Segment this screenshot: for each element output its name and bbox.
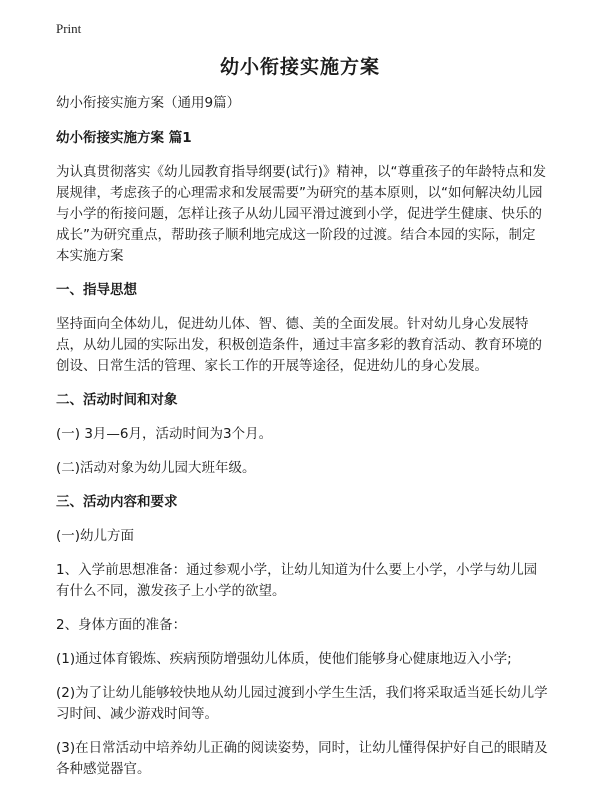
paragraph-children-aspect: (一)幼儿方面 [56,528,135,544]
paragraph-time: (一) 3月—6月，活动时间为3个月。 [56,426,273,442]
paragraph-physical-preparation: 2、身体方面的准备： [56,617,187,633]
heading-content-requirements: 三、活动内容和要求 [56,494,178,510]
paragraph-physical-item-2: (2)为了让幼儿能够较快地从幼儿园过渡到小学生生活，我们将采取适当延长幼儿学习时间、减少游戏时间等。 [56,685,548,722]
intro-paragraph: 为认真贯彻落实《幼儿园教育指导纲要(试行)》精神，以“尊重孩子的年龄特点和发展规律，考虑孩子的心理需求和发展需要”为研究的基本原则，以“如何解决幼儿园与小学的衔接问题，怎样让孩子从幼儿园平滑过渡到小学，促进学生健康、快乐的成长”为研究重点，帮助孩子顺利地完成这一阶段的过渡。结合本园的实际，制定本实施方案 [56,164,547,264]
page-title: 幼小衔接实施方案 [219,56,380,78]
paragraph-physical-item-3: (3)在日常活动中培养幼儿正确的阅读姿势，同时，让幼儿懂得保护好自己的眼睛及各种感觉器官。 [56,740,548,777]
paragraph-physical-item-1: (1)通过体育锻炼、疾病预防增强幼儿体质，使他们能够身心健康地迈入小学; [56,651,512,667]
section-title: 幼小衔接实施方案 篇1 [56,130,192,146]
document-subtitle: 幼小衔接实施方案（通用9篇） [56,95,241,111]
paragraph-target: (二)活动对象为幼儿园大班年级。 [56,460,256,476]
heading-time-and-target: 二、活动时间和对象 [56,392,178,408]
document-body [56,93,548,793]
paragraph-guiding-ideology: 坚持面向全体幼儿，促进幼儿体、智、德、美的全面发展。针对幼儿身心发展特点，从幼儿园的实际出发，积极创造条件，通过丰富多彩的教育活动、教育环境的创设、日常生活的管理、家长工作的开展等途径，促进幼儿的身心发展。 [56,316,542,374]
print-link[interactable]: Print [56,21,82,36]
paragraph-mental-preparation: 1、入学前思想准备：通过参观小学，让幼儿知道为什么要上小学，小学与幼儿园有什么不同，激发孩子上小学的欲望。 [56,562,538,599]
heading-guiding-ideology: 一、指导思想 [56,282,137,298]
